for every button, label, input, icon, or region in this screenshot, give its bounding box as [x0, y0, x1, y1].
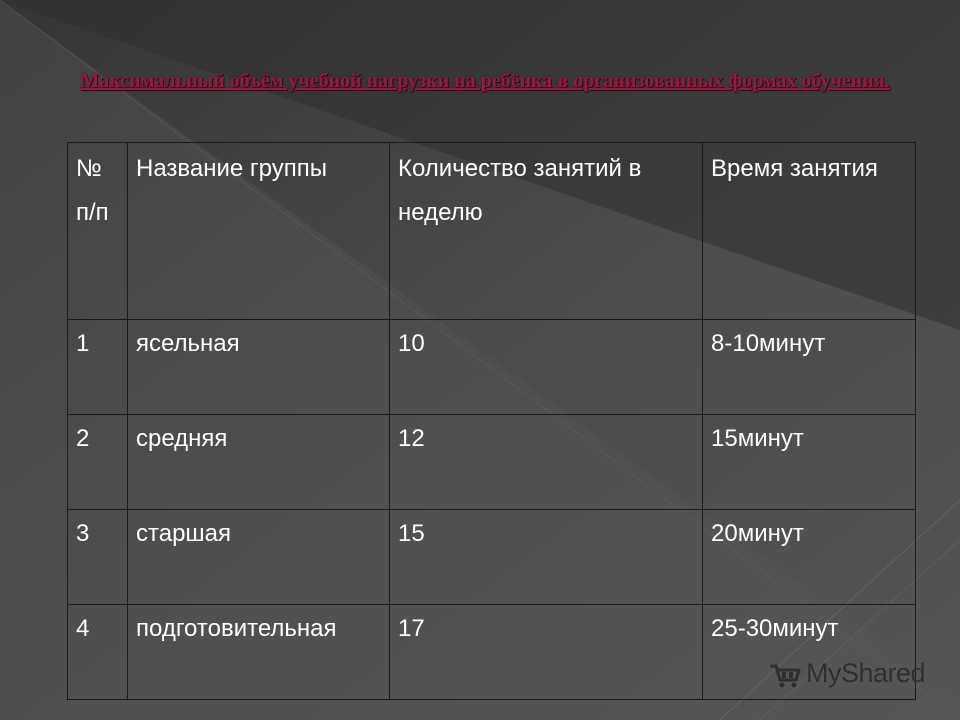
row-lessons-per-week: 10: [390, 320, 703, 415]
row-group-name: старшая: [128, 510, 390, 605]
table-row: [68, 415, 916, 510]
row-lesson-duration: 15минут: [703, 415, 916, 510]
table-row: [68, 510, 916, 605]
row-group-name: ясельная: [128, 320, 390, 415]
header-number: № п/п: [68, 143, 128, 320]
header-lessons-per-week: Количество занятий в неделю: [390, 143, 703, 320]
myshared-watermark: [768, 656, 928, 696]
row-number: 2: [68, 415, 128, 510]
table-header-row: [68, 143, 916, 320]
study-load-table: [67, 142, 916, 700]
row-lessons-per-week: 17: [390, 605, 703, 700]
table-row: [68, 320, 916, 415]
row-lesson-duration: 25-30минут: [703, 605, 916, 700]
row-lesson-duration: 8-10минут: [703, 320, 916, 415]
row-number: 3: [68, 510, 128, 605]
cart-icon: [768, 660, 804, 690]
header-group-name: Название группы: [128, 143, 390, 320]
row-lesson-duration: 20минут: [703, 510, 916, 605]
row-number: 4: [68, 605, 128, 700]
header-lesson-duration: Время занятия: [703, 143, 916, 320]
row-lessons-per-week: 15: [390, 510, 703, 605]
row-number: 1: [68, 320, 128, 415]
row-group-name: средняя: [128, 415, 390, 510]
slide-title: Максимальный объём учебной нагрузки на ребёнка в организованных формах обучения.: [80, 70, 890, 92]
watermark-text: MyShared: [806, 658, 926, 688]
row-lessons-per-week: 12: [390, 415, 703, 510]
row-group-name: подготовительная: [128, 605, 390, 700]
